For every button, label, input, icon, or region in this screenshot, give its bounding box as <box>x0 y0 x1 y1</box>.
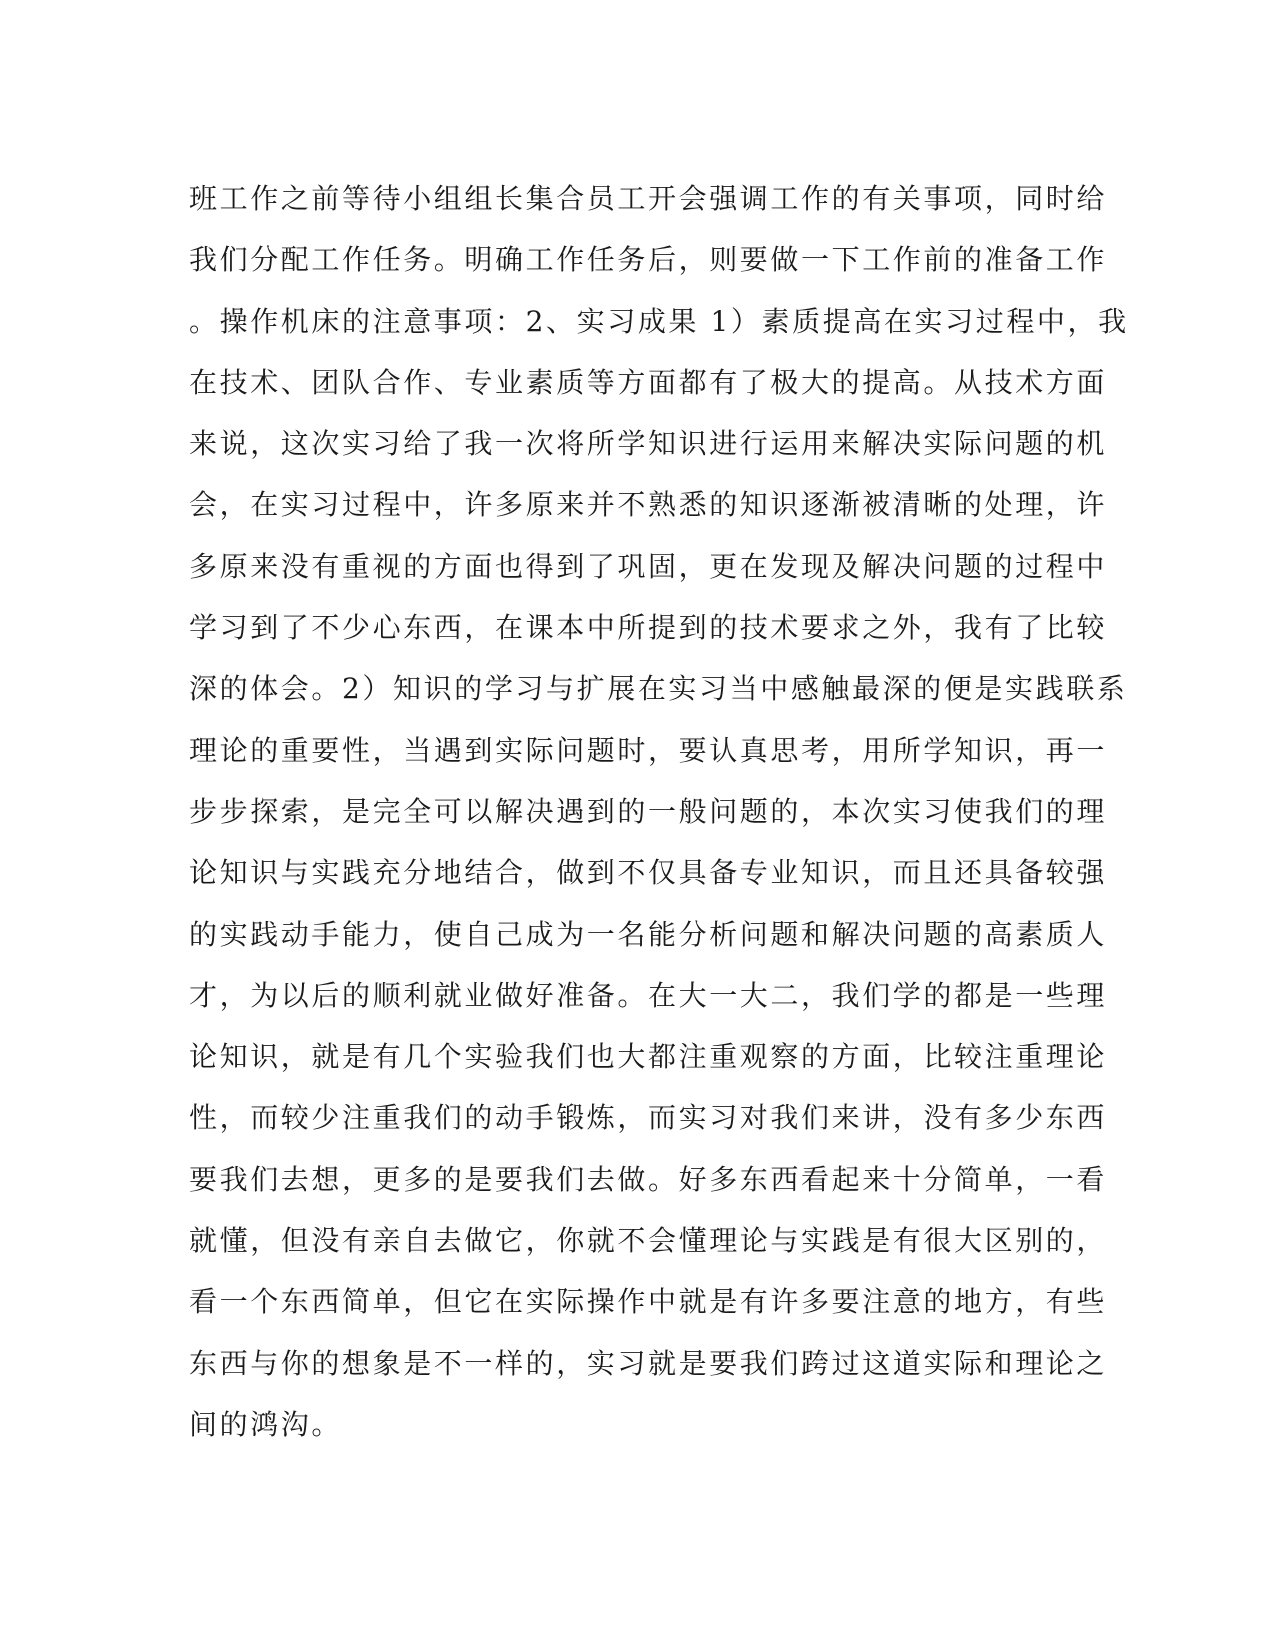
text-line: 会，在实习过程中，许多原来并不熟悉的知识逐渐被清晰的处理，许 <box>189 488 1108 522</box>
text-line: 看一个东西简单，但它在实际操作中就是有许多要注意的地方，有些 <box>189 1285 1108 1319</box>
text-line: 才，为以后的顺利就业做好准备。在大一大二，我们学的都是一些理 <box>189 978 1108 1012</box>
text-line: 多原来没有重视的方面也得到了巩固，更在发现及解决问题的过程中 <box>189 549 1108 583</box>
body-text <box>189 168 1129 1455</box>
text-line: 要我们去想，更多的是要我们去做。好多东西看起来十分简单，一看 <box>189 1162 1108 1196</box>
text-line: 理论的重要性，当遇到实际问题时，要认真思考，用所学知识，再一 <box>189 733 1108 767</box>
text-line: 深的体会。2）知识的学习与扩展在实习当中感触最深的便是实践联系 <box>189 672 1128 706</box>
text-line: 我们分配工作任务。明确工作任务后，则要做一下工作前的准备工作 <box>189 243 1108 277</box>
text-line: 在技术、团队合作、专业素质等方面都有了极大的提高。从技术方面 <box>189 365 1108 399</box>
text-line: 就懂，但没有亲自去做它，你就不会懂理论与实践是有很大区别的， <box>189 1224 1108 1258</box>
text-line: 来说，这次实习给了我一次将所学知识进行运用来解决实际问题的机 <box>189 427 1108 461</box>
text-line: 论知识与实践充分地结合，做到不仅具备专业知识，而且还具备较强 <box>189 856 1108 890</box>
text-line: 间的鸿沟。 <box>189 1407 343 1441</box>
text-line: 步步探索，是完全可以解决遇到的一般问题的，本次实习使我们的理 <box>189 794 1108 828</box>
text-line: 东西与你的想象是不一样的，实习就是要我们跨过这道实际和理论之 <box>189 1346 1108 1380</box>
text-line: 的实践动手能力，使自己成为一名能分析问题和解决问题的高素质人 <box>189 917 1108 951</box>
text-line: 性，而较少注重我们的动手锻炼，而实习对我们来讲，没有多少东西 <box>189 1101 1108 1135</box>
text-line: 论知识，就是有几个实验我们也大都注重观察的方面，比较注重理论 <box>189 1040 1108 1074</box>
text-line: 学习到了不少心东西，在课本中所提到的技术要求之外，我有了比较 <box>189 611 1108 645</box>
text-line: 。操作机床的注意事项：2、实习成果 1）素质提高在实习过程中，我 <box>189 304 1129 338</box>
text-line: 班工作之前等待小组组长集合员工开会强调工作的有关事项，同时给 <box>189 182 1108 215</box>
